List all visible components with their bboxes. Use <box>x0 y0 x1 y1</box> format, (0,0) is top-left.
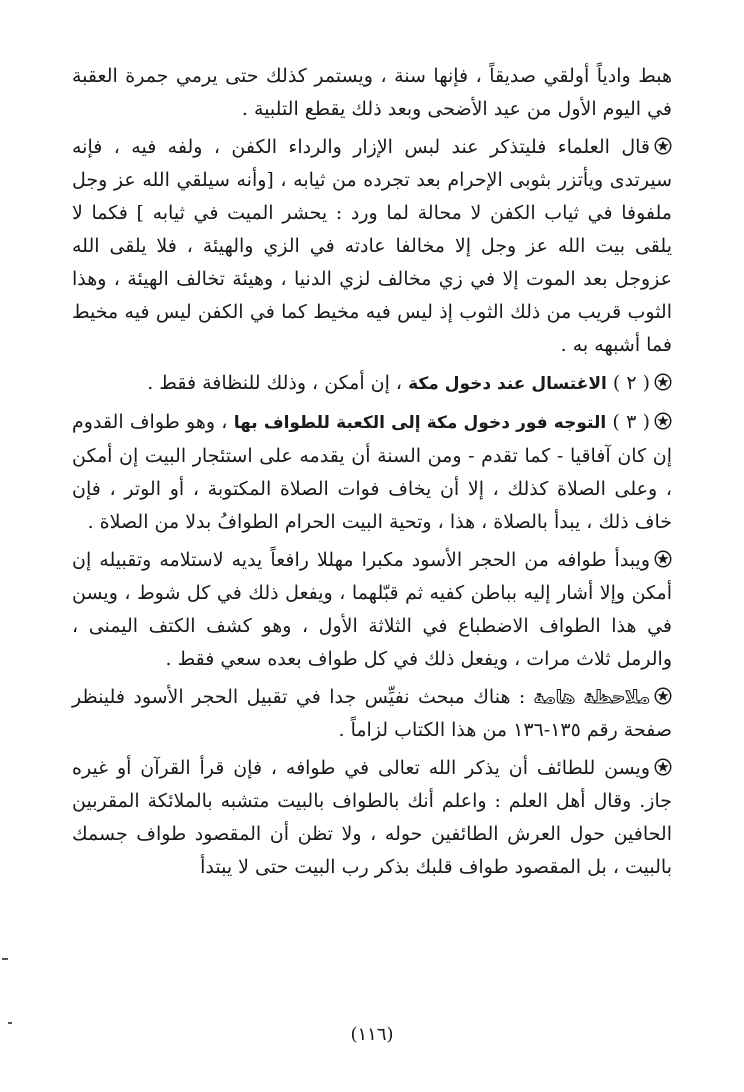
star-icon <box>654 754 672 772</box>
note-label: ملاحظة هامة <box>533 687 650 708</box>
page-body <box>72 60 672 889</box>
section-heading: الاغتسال عند دخول مكة <box>408 374 607 394</box>
paragraph-text: ( ٢ ) <box>606 372 650 394</box>
star-icon <box>654 683 672 701</box>
paragraph-text: : هناك مبحث نفيِّس جدا في تقبيل الحجر الأسود فلينظر صفحة رقم ١٣٥-١٣٦ من هذا الكتاب لزاماً . <box>72 686 672 741</box>
paragraph <box>72 60 672 126</box>
paragraph <box>72 367 672 401</box>
paragraph <box>72 752 672 884</box>
paragraph-text: ويسن للطائف أن يذكر الله تعالى في طوافه ، فإن قرأ القرآن أو غيره جاز. وقال أهل العلم : واعلم أنك بالطواف بالبيت متشبه بالملائكة المقربين الحافين حول العرش الطائفين حوله ، ولا تظن أن المقصود طواف جسمك بالبيت ، بل المقصود طواف قلبك بذكر رب البيت حتى لا يبتدأ <box>72 757 672 878</box>
star-icon <box>654 408 672 426</box>
paragraph-text: هبط وادياً أولقي صديقاً ، فإنها سنة ، ويستمر كذلك حتى يرمي جمرة العقبة في اليوم الأول من عيد الأضحى وبعد ذلك يقطع التلبية . <box>72 65 672 120</box>
page-number: (١١٦) <box>350 1024 394 1045</box>
paragraph <box>72 544 672 676</box>
star-icon <box>654 369 672 387</box>
section-heading: التوجه فور دخول مكة إلى الكعبة للطواف بها <box>233 413 607 433</box>
paragraph <box>72 131 672 362</box>
scan-mark <box>8 1022 12 1024</box>
paragraph-text: ويبدأ طوافه من الحجر الأسود مكبرا مهللا رافعاً يديه لاستلامه وتقبيله إن أمكن وإلا أشار إليه بباطن كفيه ثم قبّلهما ، ويفعل ذلك في كل شوط ، ويسن في هذا الطواف الاضطباع في الثلاثة الأول ، وهو كشف الكتف اليمنى ، والرمل ثلاث مرات ، ويفعل ذلك في كل طواف بعده سعي فقط . <box>72 549 672 670</box>
paragraph-text: ، إن أمكن ، وذلك للنظافة فقط . <box>147 372 409 394</box>
paragraph-text: ( ٣ ) <box>606 411 651 433</box>
paragraph <box>72 681 672 747</box>
paragraph-text: قال العلماء فليتذكر عند لبس الإزار والرداء الكفن ، ولفه فيه ، فإنه سيرتدى ويأتزر بثوبى الإحرام بعد تجرده من ثيابه ، [وأنه سيلقي الله عز وجل ملفوفا في ثياب الكفن لا محالة لما ورد : يحشر الميت في ثيابه ] فكما لا يلقى بيت الله عز وجل إلا مخالفا عادته في الزي والهيئة ، فلا يلقى الله عزوجل بعد الموت إلا في زي مخالف لزي الدنيا ، وهيئة تخالف الهيئة ، وهذا الثوب قريب من ذلك الثوب إذ ليس فيه مخيط كما في الكفن ليس فيه مخيط فما أشبهه به . <box>72 136 672 356</box>
paragraph <box>72 406 672 539</box>
paragraph-text: ، وهو طواف القدوم إن كان آفاقيا - كما تقدم - ومن السنة أن يقدمه على استئجار البيت إن أمكن ، وعلى الصلاة كذلك ، إلا أن يخاف فوات الصلاة المكتوبة ، أو الوتر ، فإن خاف ذلك ، يبدأ بالصلاة ، هذا ، وتحية البيت الحرام الطوافُ بدلا من الصلاة . <box>72 411 673 533</box>
star-icon <box>654 133 672 151</box>
scan-mark <box>2 958 8 960</box>
star-icon <box>654 546 672 564</box>
